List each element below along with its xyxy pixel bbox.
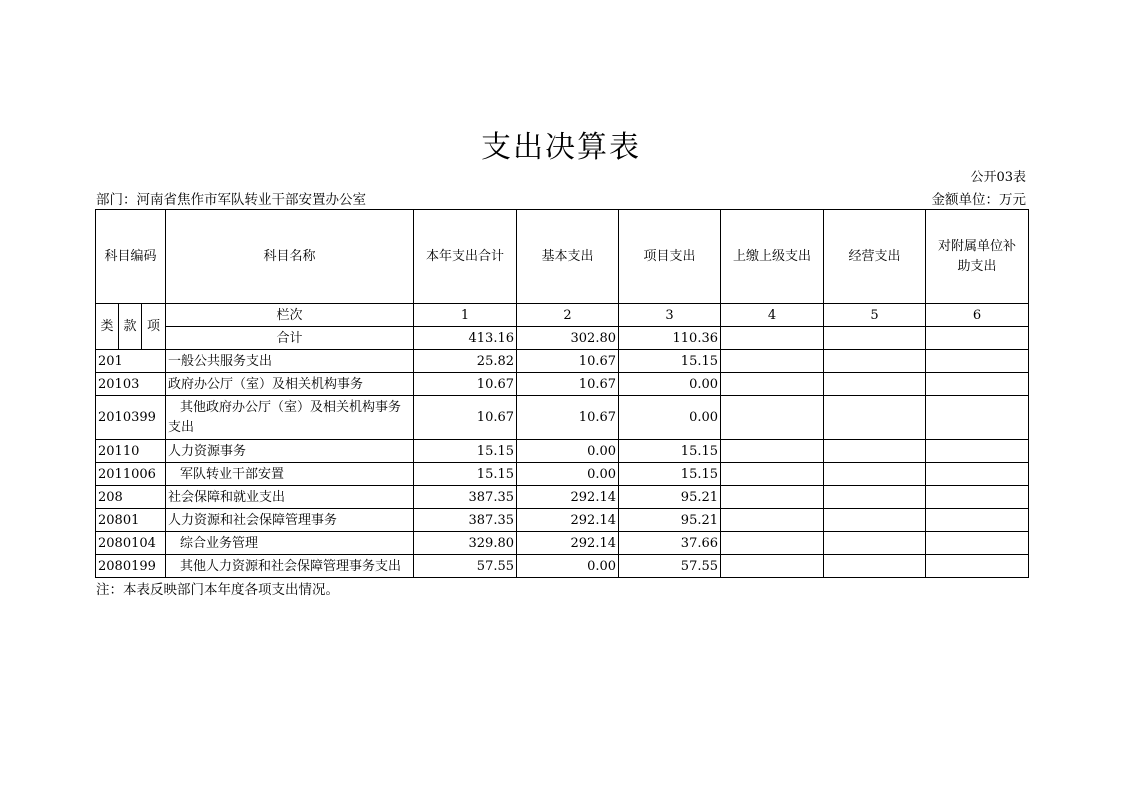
header-name: 科目名称 [166,210,414,304]
row-business [824,350,926,373]
row-name: 其他人力资源和社会保障管理事务支出 [166,555,414,578]
row-business [824,532,926,555]
column-index-6: 6 [926,304,1029,327]
header-xiang: 项 [142,304,166,350]
row-project: 15.15 [619,350,721,373]
row-name: 人力资源和社会保障管理事务 [166,509,414,532]
header-subsidy: 对附属单位补助支出 [926,210,1029,304]
row-name: 军队转业干部安置 [166,463,414,486]
row-total: 329.80 [414,532,517,555]
row-upper [721,509,824,532]
department-label: 部门：河南省焦作市军队转业干部安置办公室 [96,192,366,208]
total-project: 110.36 [619,327,721,350]
row-business [824,555,926,578]
row-basic: 10.67 [517,350,619,373]
header-row [96,210,1029,304]
header-lanci: 栏次 [166,304,414,327]
row-basic: 0.00 [517,463,619,486]
row-code: 2080104 [96,532,166,555]
row-project: 37.66 [619,532,721,555]
header-upper: 上缴上级支出 [721,210,824,304]
row-code: 20801 [96,509,166,532]
row-project: 15.15 [619,440,721,463]
row-code: 201 [96,350,166,373]
row-code: 208 [96,486,166,509]
header-kuan: 款 [119,304,142,350]
header-code: 科目编码 [96,210,166,304]
column-index-row [96,304,1029,327]
row-code: 2010399 [96,396,166,440]
column-index-4: 4 [721,304,824,327]
total-basic: 302.80 [517,327,619,350]
form-number: 公开03表 [970,170,1026,185]
row-subsidy [926,350,1029,373]
header-basic: 基本支出 [517,210,619,304]
table-row [96,486,1029,509]
total-label: 合计 [166,327,414,350]
row-business [824,509,926,532]
row-basic: 0.00 [517,440,619,463]
row-total: 387.35 [414,509,517,532]
total-total: 413.16 [414,327,517,350]
header-total: 本年支出合计 [414,210,517,304]
table-row [96,463,1029,486]
row-subsidy [926,396,1029,440]
table-row [96,532,1029,555]
row-upper [721,486,824,509]
row-project: 0.00 [619,396,721,440]
row-code: 20103 [96,373,166,396]
row-upper [721,440,824,463]
footnote: 注：本表反映部门本年度各项支出情况。 [96,582,339,598]
row-upper [721,373,824,396]
header-lei: 类 [96,304,119,350]
row-project: 95.21 [619,486,721,509]
row-project: 57.55 [619,555,721,578]
row-basic: 10.67 [517,373,619,396]
row-name [166,396,414,440]
row-business [824,486,926,509]
table-row [96,350,1029,373]
row-subsidy [926,440,1029,463]
total-business [824,327,926,350]
row-subsidy [926,373,1029,396]
row-name: 一般公共服务支出 [166,350,414,373]
row-subsidy [926,463,1029,486]
column-index-3: 3 [619,304,721,327]
row-total: 15.15 [414,463,517,486]
expenditure-table [95,209,1029,578]
row-total: 57.55 [414,555,517,578]
row-upper [721,532,824,555]
row-upper [721,350,824,373]
row-business [824,463,926,486]
row-upper [721,463,824,486]
total-upper [721,327,824,350]
row-name: 社会保障和就业支出 [166,486,414,509]
row-subsidy [926,555,1029,578]
row-total: 10.67 [414,396,517,440]
row-total: 25.82 [414,350,517,373]
row-name-text: 其他政府办公厅（室）及相关机构事务支出 [168,399,402,435]
row-code: 2080199 [96,555,166,578]
row-name: 人力资源事务 [166,440,414,463]
row-subsidy [926,532,1029,555]
row-name: 综合业务管理 [166,532,414,555]
row-upper [721,396,824,440]
table-row [96,440,1029,463]
row-subsidy [926,509,1029,532]
row-project: 0.00 [619,373,721,396]
row-basic: 292.14 [517,509,619,532]
row-business [824,373,926,396]
total-subsidy [926,327,1029,350]
row-upper [721,555,824,578]
row-basic: 10.67 [517,396,619,440]
column-index-5: 5 [824,304,926,327]
amount-unit-label: 金额单位：万元 [931,192,1026,208]
table-row [96,555,1029,578]
row-basic: 0.00 [517,555,619,578]
row-total: 15.15 [414,440,517,463]
table-row [96,373,1029,396]
row-project: 15.15 [619,463,721,486]
total-row [96,327,1029,350]
row-total: 387.35 [414,486,517,509]
row-name: 政府办公厅（室）及相关机构事务 [166,373,414,396]
header-business: 经营支出 [824,210,926,304]
row-business [824,440,926,463]
column-index-1: 1 [414,304,517,327]
row-project: 95.21 [619,509,721,532]
column-index-2: 2 [517,304,619,327]
row-total: 10.67 [414,373,517,396]
page-title: 支出决算表 [481,130,641,165]
row-code: 20110 [96,440,166,463]
row-code: 2011006 [96,463,166,486]
table-row [96,509,1029,532]
header-project: 项目支出 [619,210,721,304]
table-row [96,396,1029,440]
row-business [824,396,926,440]
row-basic: 292.14 [517,486,619,509]
row-basic: 292.14 [517,532,619,555]
row-subsidy [926,486,1029,509]
